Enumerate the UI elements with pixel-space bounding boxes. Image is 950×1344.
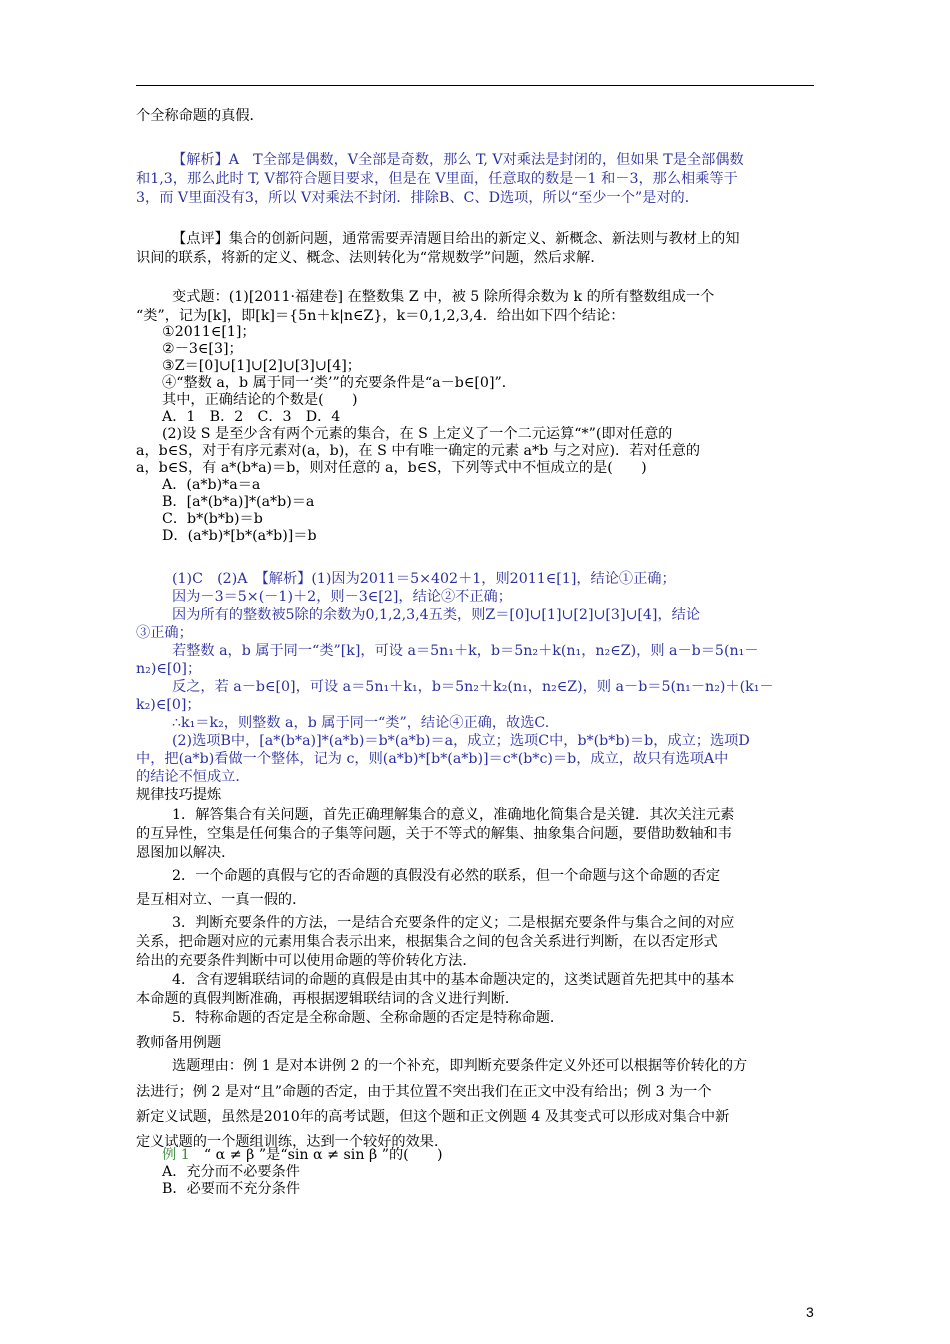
text-line-content: 识间的联系，将新的定义、概念、法则转化为“常规数学”问题，然后求解．	[136, 250, 605, 266]
text-line	[136, 933, 718, 951]
text-line	[136, 1108, 729, 1126]
text-line-content: ③正确；	[136, 625, 193, 641]
text-line-content: k₂)∈[0]；	[136, 697, 201, 713]
text-line-content: 1．解答集合有关问题，首先正确理解集合的意义，准确地化简集合是关键．其次关注元素	[172, 807, 735, 823]
text-line-content: 其中，正确结论的个数是( )	[162, 392, 358, 408]
text-line	[162, 510, 263, 528]
text-line-content: 教师备用例题	[136, 1035, 222, 1051]
text-line	[172, 971, 734, 989]
text-line-content: “ α ≠ β ”是“sin α ≠ sin β ”的( )	[203, 1147, 443, 1163]
text-line	[136, 624, 193, 642]
text-line	[172, 914, 734, 932]
text-line	[172, 1009, 564, 1027]
text-line	[172, 867, 720, 885]
text-line	[162, 391, 358, 409]
text-line-content: 3，而 V里面没有3，所以 V对乘法不封闭．排除B、C、D选项，所以“至少一个”是对的．	[136, 190, 699, 206]
text-line	[172, 642, 759, 660]
text-line-content: C．b*(b*b)＝b	[162, 511, 263, 527]
example-label: 例 1	[162, 1147, 204, 1163]
text-line	[162, 340, 243, 358]
text-line-content: n₂)∈[0]；	[136, 661, 202, 677]
text-line-content: “类”，记为[k]，即[k]＝{5n＋k|n∈Z}，k＝0,1,2,3,4．给出如下四个结论：	[136, 308, 625, 324]
text-line-content: 4．含有逻辑联结词的命题的真假是由其中的基本命题决定的，这类试题首先把其中的基本	[172, 972, 735, 988]
text-line-content: ②－3∈[3]；	[162, 341, 243, 357]
text-line	[172, 230, 740, 248]
text-line-content: A．1 B．2 C．3 D．4	[162, 409, 341, 425]
text-line-content: 新定义试题，虽然是2010年的高考试题，但这个题和正文例题 4 及其变式可以形成对集合中新	[136, 1109, 730, 1125]
text-line	[162, 1146, 443, 1164]
text-line	[136, 891, 306, 909]
text-line	[172, 714, 549, 732]
text-line	[172, 806, 734, 824]
text-line-content: ∴k₁＝k₂，则整数 a，b 属于同一“类”，结论④正确，故选C.	[172, 715, 550, 731]
text-line	[162, 476, 260, 494]
text-line	[136, 1034, 221, 1052]
text-line	[172, 606, 700, 624]
text-line-content: 5．特称命题的否定是全称命题、全称命题的否定是特称命题．	[172, 1010, 565, 1026]
text-line	[172, 732, 750, 750]
text-line-content: 规律技巧提炼	[136, 787, 222, 803]
text-line-content: (1)C (2)A 【解析】(1)因为2011＝5×402＋1，则2011∈[1]，结论①正确；	[172, 571, 676, 587]
text-line-content: 和1,3，那么此时 T, V都符合题目要求，但是在 V里面，任意取的数是－1 和－3，那么相乘等于	[136, 171, 738, 187]
text-line	[136, 990, 519, 1008]
text-line	[162, 323, 256, 341]
text-line-content: 是互相对立、一真一假的．	[136, 892, 307, 908]
text-line	[136, 952, 477, 970]
page-number: 3	[806, 1304, 814, 1320]
text-line	[162, 527, 317, 545]
text-line-content: 个全称命题的真假．	[136, 108, 264, 124]
text-line-content: 中，把(a*b)看做一个整体，记为 c，则(a*b)*[b*(a*b)]＝c*(b*c)＝b，成立，故只有选项A中	[136, 751, 729, 767]
text-line	[136, 1083, 712, 1101]
text-line-content: 恩图加以解决．	[136, 845, 236, 861]
text-line-content: 【点评】集合的创新问题，通常需要弄清题目给出的新定义、新概念、新法则与教材上的知	[172, 231, 740, 247]
text-line	[136, 750, 728, 768]
text-line-content: (2)选项B中，[a*(b*a)]*(a*b)＝b*(a*b)＝a，成立；选项C中，b*(b*b)＝b，成立；选项D	[172, 733, 750, 749]
text-line	[136, 442, 700, 460]
text-line	[162, 1180, 300, 1198]
text-line	[136, 170, 738, 188]
text-line-content: (2)设 S 是至少含有两个元素的集合，在 S 上定义了一个二元运算“*”(即对任意的	[162, 426, 673, 442]
text-line-content: 本命题的真假判断准确，再根据逻辑联结词的含义进行判断．	[136, 991, 520, 1007]
text-line	[162, 357, 361, 375]
text-line-content: 2．一个命题的真假与它的否命题的真假没有必然的联系，但一个命题与这个命题的否定	[172, 868, 721, 884]
text-line	[162, 408, 340, 426]
text-line-content: A．充分而不必要条件	[162, 1164, 300, 1180]
text-line	[136, 107, 264, 125]
text-line-content: 定义试题的一个题组训练，达到一个较好的效果．	[136, 1134, 449, 1150]
text-line	[172, 1057, 747, 1075]
text-line-content: 选题理由：例 1 是对本讲例 2 的一个补充，即判断充要条件定义外还可以根据等价转化的方	[172, 1058, 748, 1074]
text-line	[136, 768, 250, 786]
text-line-content: B．[a*(b*a)]*(a*b)＝a	[162, 494, 315, 510]
text-line-content: 若整数 a，b 属于同一“类”[k]，可设 a＝5n₁＋k，b＝5n₂＋k(n₁，n₂∈Z)，则 a－b＝5(n₁－	[172, 643, 759, 659]
text-line	[136, 825, 732, 843]
text-line	[162, 374, 516, 392]
text-line	[162, 1163, 300, 1181]
text-line-content: 给出的充要条件判断中可以使用命题的等价转化方法．	[136, 953, 477, 969]
text-line	[136, 249, 605, 267]
text-line	[136, 459, 647, 477]
text-line-content: B．必要而不充分条件	[162, 1181, 301, 1197]
text-line-content: a，b∈S，有 a*(b*a)＝b，则对任意的 a，b∈S，下列等式中不恒成立的是( )	[136, 460, 647, 476]
text-line-content: 反之，若 a－b∈[0]，可设 a＝5n₁＋k₁，b＝5n₂＋k₂(n₁，n₂∈Z)，则 a－b＝5(n₁－n₂)＋(k₁－	[172, 679, 774, 695]
text-line	[162, 493, 314, 511]
text-line	[172, 678, 774, 696]
text-line	[136, 844, 235, 862]
text-line-content: 的结论不恒成立．	[136, 769, 250, 785]
text-line-content: ①2011∈[1]；	[162, 324, 256, 340]
text-line-content: D．(a*b)*[b*(a*b)]＝b	[162, 528, 317, 544]
text-line	[172, 588, 512, 606]
text-line-content: 的互异性，空集是任何集合的子集等问题，关于不等式的解集、抽象集合问题，要借助数轴和韦	[136, 826, 732, 842]
text-line-content: 法进行；例 2 是对“且”命题的否定，由于其位置不突出我们在正文中没有给出；例 3 为一个	[136, 1084, 712, 1100]
text-line-content: 因为－3＝5×(－1)＋2，则－3∈[2]，结论②不正确；	[172, 589, 512, 605]
header-rule	[136, 85, 814, 86]
text-line	[136, 786, 221, 804]
text-line-content: 因为所有的整数被5除的余数为0,1,2,3,4五类，则Z＝[0]∪[1]∪[2]∪[3]∪[4]，结论	[172, 607, 701, 623]
text-line	[136, 189, 699, 207]
text-line-content: a，b∈S，对于有序元素对(a，b)，在 S 中有唯一确定的元素 a*b 与之对应)．若对任意的	[136, 443, 701, 459]
text-line-content: 【解析】A T全部是偶数，V全部是奇数，那么 T, V对乘法是封闭的，但如果 T是全部偶数	[172, 152, 744, 168]
text-line-content: 关系，把命题对应的元素用集合表示出来，根据集合之间的包含关系进行判断，在以否定形式	[136, 934, 718, 950]
text-line	[172, 288, 714, 306]
text-line-content: A．(a*b)*a＝a	[162, 477, 261, 493]
text-line	[136, 696, 201, 714]
text-line	[136, 660, 201, 678]
text-line-content: ③Z＝[0]∪[1]∪[2]∪[3]∪[4]；	[162, 358, 361, 374]
text-line	[162, 425, 672, 443]
text-line-content: 变式题：(1)[2011·福建卷] 在整数集 Z 中，被 5 除所得余数为 k 的所有整数组成一个	[172, 289, 715, 305]
text-line	[172, 151, 744, 169]
text-line-content: ④“整数 a，b 属于同一‘类’”的充要条件是“a－b∈[0]”．	[162, 375, 516, 391]
text-line-content: 3．判断充要条件的方法，一是结合充要条件的定义；二是根据充要条件与集合之间的对应	[172, 915, 735, 931]
text-line	[172, 570, 676, 588]
